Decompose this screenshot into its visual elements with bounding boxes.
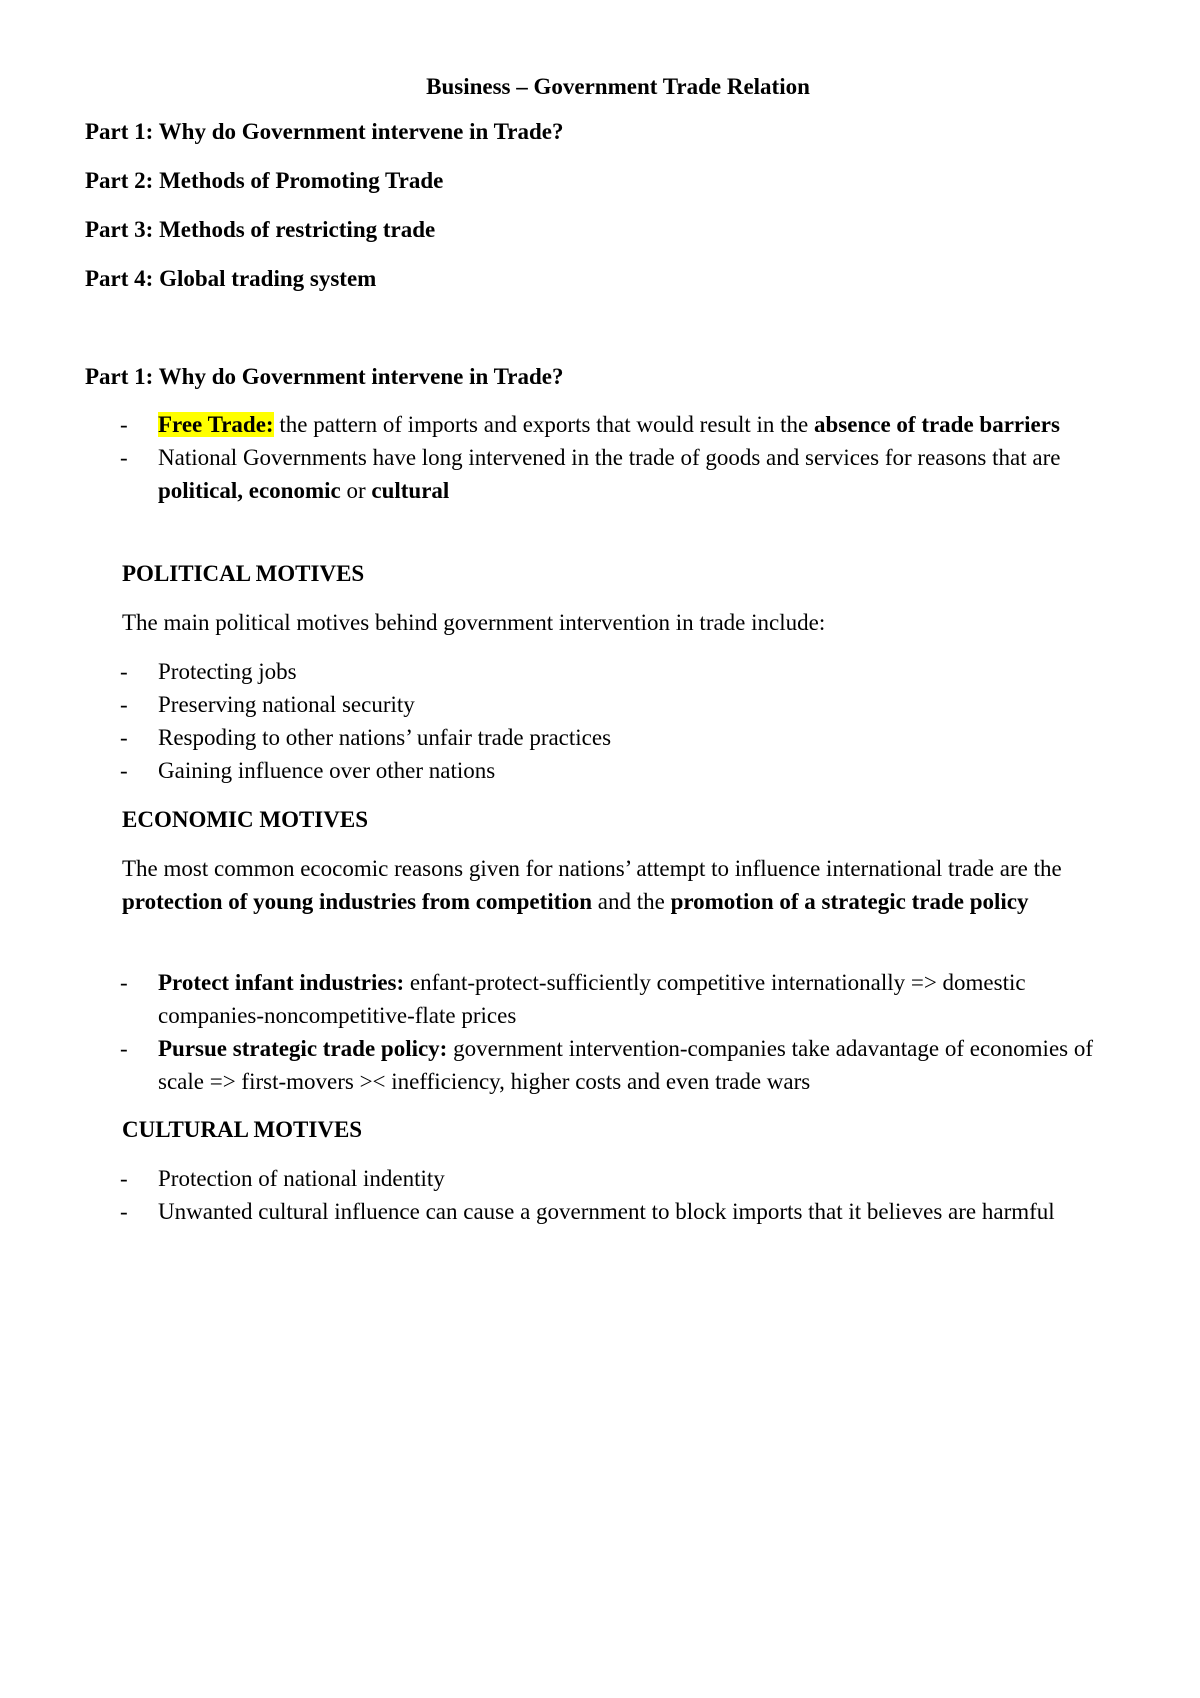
toc-part-4: Part 4: Global trading system	[85, 266, 377, 291]
bullet-dash: -	[120, 725, 128, 750]
economic-word: economic	[248, 478, 341, 503]
section-1-heading: Part 1: Why do Government intervene in Trade?	[85, 364, 564, 389]
list-item	[120, 441, 1120, 507]
political-motives-heading: POLITICAL MOTIVES	[122, 561, 365, 586]
economic-motives-heading: ECONOMIC MOTIVES	[122, 807, 368, 832]
economic-para-start: The most common ecocomic reasons given for nations’ attempt to influence international trade are the	[122, 856, 1062, 881]
list-item	[120, 1032, 1120, 1098]
political-item: Gaining influence over other nations	[158, 758, 496, 783]
list-item	[120, 688, 1120, 721]
bullet-dash: -	[120, 692, 128, 717]
bullet-dash: -	[120, 659, 128, 684]
free-trade-bold: absence of trade barriers	[814, 412, 1060, 437]
list-item	[120, 655, 1120, 688]
or-word: or	[340, 478, 372, 503]
national-text: National Governments have long intervened in the trade of goods and services for reasons that are	[158, 445, 1061, 470]
cultural-item: Unwanted cultural influence can cause a government to block imports that it believes are harmful	[158, 1199, 1055, 1224]
cultural-word: cultural	[371, 478, 450, 503]
list-item	[120, 1195, 1120, 1228]
political-motives-list	[120, 655, 1120, 787]
list-item	[120, 408, 1120, 441]
bullet-dash: -	[120, 1199, 128, 1224]
intro-bullet-list	[120, 408, 1120, 507]
strategic-trade-item	[158, 1036, 1093, 1094]
infant-industries-item	[158, 970, 1026, 1028]
infant-industries-text: enfant-protect-sufficiently competitive internationally => domestic companies-noncompetitive-flate prices	[158, 970, 1026, 1028]
bullet-dash: -	[120, 1166, 128, 1191]
toc-part-3: Part 3: Methods of restricting trade	[85, 217, 436, 242]
toc-part-2: Part 2: Methods of Promoting Trade	[85, 168, 444, 193]
free-trade-term: Free Trade:	[158, 412, 274, 437]
free-trade-text: the pattern of imports and exports that would result in the	[273, 412, 814, 437]
political-motives-intro: The main political motives behind government intervention in trade include:	[122, 610, 826, 635]
document-title: Business – Government Trade Relation	[426, 74, 810, 99]
economic-motives-list	[120, 966, 1120, 1098]
economic-para-bold-2: promotion of a strategic trade policy	[670, 889, 1029, 914]
economic-para-bold-1: protection of young industries from competition	[122, 889, 592, 914]
economic-para-mid: and the	[592, 889, 671, 914]
political-item: Protecting jobs	[158, 659, 297, 684]
toc-part-1: Part 1: Why do Government intervene in Trade?	[85, 119, 564, 144]
cultural-item: Protection of national indentity	[158, 1166, 445, 1191]
national-governments-text	[158, 445, 1060, 503]
list-item	[120, 1162, 1120, 1195]
list-item	[120, 966, 1120, 1032]
list-item	[120, 754, 1120, 787]
political-item: Preserving national security	[158, 692, 415, 717]
bullet-dash: -	[120, 758, 128, 783]
free-trade-definition	[158, 412, 1060, 437]
cultural-motives-list	[120, 1162, 1120, 1228]
bullet-dash: -	[120, 412, 128, 437]
political-word: political,	[158, 478, 243, 503]
political-item: Respoding to other nations’ unfair trade practices	[158, 725, 612, 750]
bullet-dash: -	[120, 970, 128, 995]
strategic-trade-term: Pursue strategic trade policy:	[158, 1036, 448, 1061]
bullet-dash: -	[120, 445, 128, 470]
strategic-trade-text: government intervention-companies take adavantage of economies of scale => first-movers >< inefficiency, higher costs and even trade wars	[158, 1036, 1094, 1094]
economic-motives-paragraph	[122, 852, 1122, 918]
cultural-motives-heading: CULTURAL MOTIVES	[122, 1117, 363, 1142]
list-item	[120, 721, 1120, 754]
bullet-dash: -	[120, 1036, 128, 1061]
infant-industries-term: Protect infant industries:	[158, 970, 405, 995]
